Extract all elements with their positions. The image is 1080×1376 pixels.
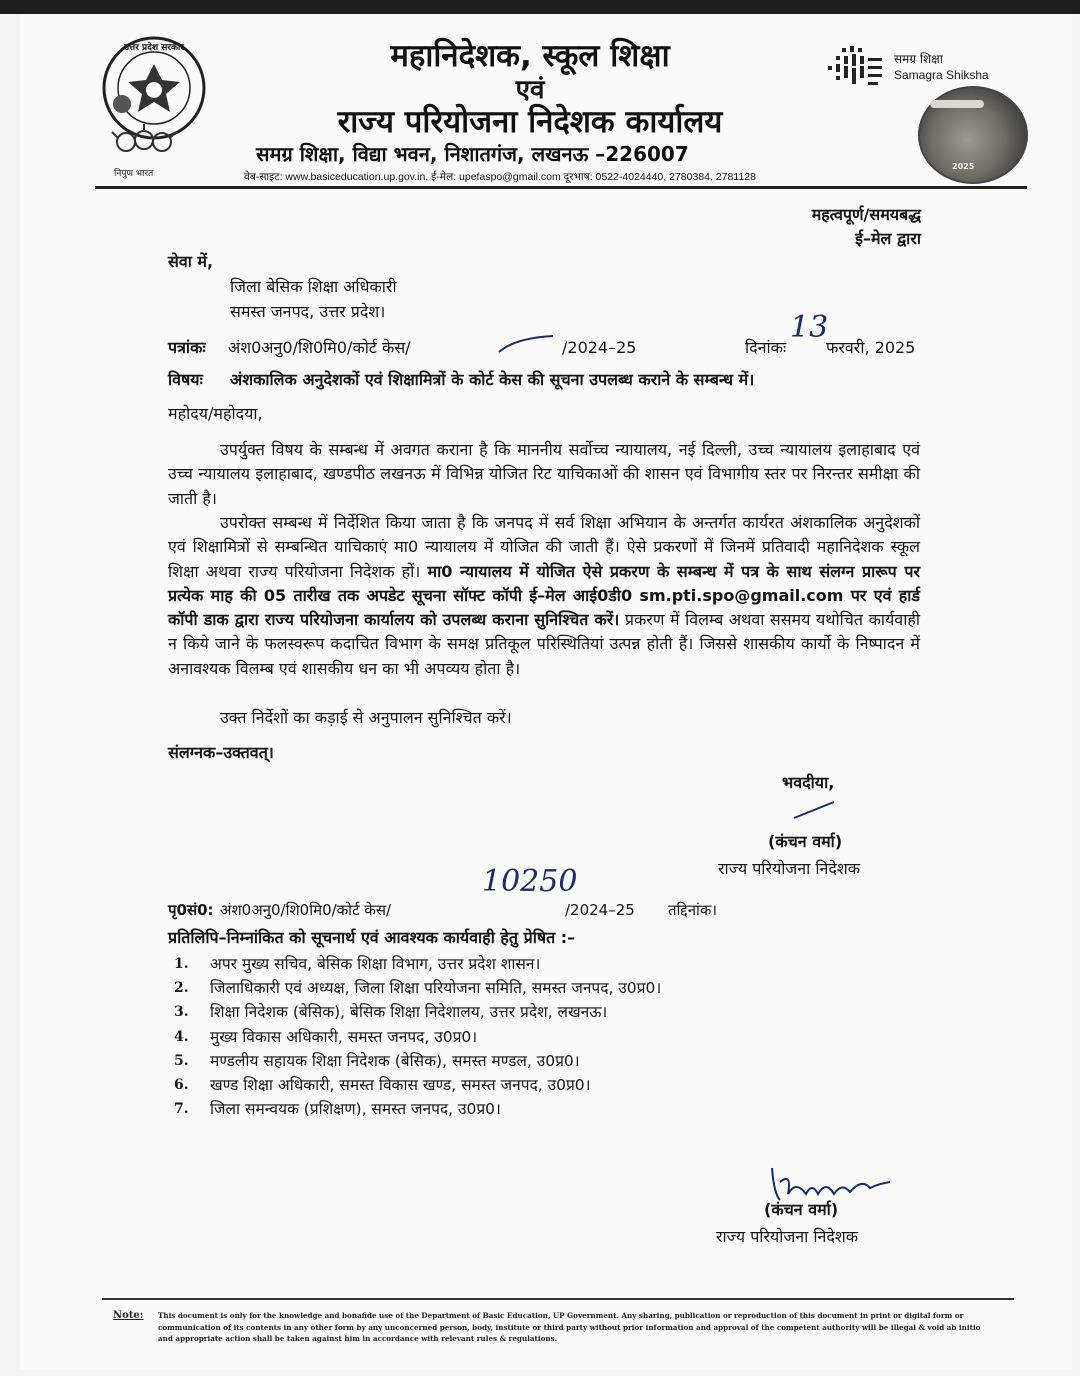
samagra-shiksha-logo-icon (822, 44, 888, 94)
endorsement-handwritten-number: 10250 (482, 864, 578, 899)
reference-label: पत्रांकः (168, 338, 206, 357)
list-item (168, 952, 661, 976)
emblem-arc-text: उत्तर प्रदेश सरकार (124, 43, 184, 53)
list-item-text: खण्ड शिक्षा अधिकारी, समस्त विकास खण्ड, समस्त जनपद, उ0प्र0। (210, 1076, 591, 1095)
header-address: समग्र शिक्षा, विद्या भवन, निशातगंज, लखनऊ –226007 (256, 142, 689, 166)
list-item-text: जिला समन्वयक (प्रशिक्षण), समस्त जनपद, उ0प्र0। (210, 1100, 501, 1119)
priority-line1: महत्वपूर्ण/समयबद्ध (811, 205, 921, 224)
body-paragraph-2-text-a: उपरोक्त सम्बन्ध में निर्देशित किया जाता है कि जनपद में सर्व शिक्षा अभियान के अन्तर्गत कार्यरत अंशकालिक अनुदेशकों एवं शिक्षामित्रों से सम्बन्धित याचिकाएं मा0 न्यायालय में योजित की जाती हैं। ऐसे प्रकरणों में जिनमें प्रतिवादी महानिदेशक स्कूल शिक्षा अथवा राज्य परियोजना निदेशक हों। (168, 513, 920, 581)
subject-label: विषयः (168, 370, 203, 389)
list-item-number: 5. (174, 1052, 189, 1069)
right-logo-banner (930, 100, 984, 108)
body-paragraph-3 (168, 706, 920, 730)
reference-date-label: दिनांकः (745, 338, 787, 357)
priority-line2: ई–मेल द्वारा (855, 229, 921, 248)
body-paragraph-3-text: उक्त निर्देशों का कड़ाई से अनुपालन सुनिश्चित करें। (220, 708, 512, 727)
top-black-bar (0, 0, 1080, 14)
endorsement-date: तद्दिनांक। (668, 901, 718, 919)
attachment-note: संलग्नक–उक्तवत्। (168, 743, 274, 762)
samagra-english: Samagra Shiksha (894, 68, 989, 82)
list-item-number: 6. (174, 1077, 189, 1094)
header-contact: वेब-साइट: www.basiceducation.up.gov.in, ई-मेल: upefaspo@gmail.com दूरभाष: 0522-4024440, 2780384, 2781128 (244, 171, 756, 183)
footer-divider (102, 1298, 1014, 1300)
recipient-greeting: सेवा में, (168, 252, 214, 271)
footer-note (113, 1310, 993, 1345)
reference-date-handwritten: 13 (790, 310, 829, 345)
body-paragraph-2-text-b: प्रकरण में विलम्ब अथवा ससमय यथोचित कार्यवाही न किये जाने के फलस्वरूप कदाचित विभाग के समक्ष प्रतिकूल परिस्थितियां उत्पन्न होती हैं। जिससे शासकीय कार्यो के निष्पादन में अनावश्यक विलम्ब एवं शासकीय धन का भी अपव्यय होता है। (168, 610, 920, 678)
body-paragraph-2-bold: मा0 न्यायालय में योजित ऐसे प्रकरण के सम्बन्ध में पत्र के साथ संलग्न प्रारूप पर प्रत्येक माह की 05 तारीख तक अपडेट सूचना सॉफ्ट कॉपी ई–मेल आई0डी0 sm.pti.spo@gmail.com पर एवं हार्ड कॉपी डाक द्वारा राज्य परियोजना कार्यालय को उपलब्ध कराना सुनिश्चित करें। (168, 561, 921, 630)
recipient-line2: समस्त जनपद, उत्तर प्रदेश। (230, 302, 386, 321)
signatory-name-2: (कंचन वर्मा) (764, 1200, 839, 1219)
body-paragraph-1-text: उपर्युक्त विषय के सम्बन्ध में अवगत कराना है कि माननीय सर्वोच्च न्यायालय, नई दिल्ली, उच्च न्यायालय इलाहाबाद एवं उच्च न्यायालय इलाहाबाद, खण्डपीठ लखनऊ में विभिन्न योजित रिट याचिकाओं की शासन एवं विभागीय स्तर पर निरन्तर समीक्षा की जाती है। (168, 440, 920, 508)
list-item-number: 4. (174, 1028, 189, 1045)
list-item (168, 976, 661, 1000)
endorsement-label: पृ0सं0: (168, 901, 214, 919)
copy-to-heading: प्रतिलिपि–निम्नांकित को सूचनार्थ एवं आवश्यक कार्यवाही हेतु प्रेषित :– (168, 928, 576, 947)
list-item-number: 2. (174, 980, 189, 997)
reference-date-rest: फरवरी, 2025 (826, 338, 916, 357)
header-divider (95, 186, 1027, 189)
header-title-line2: एवं (515, 75, 545, 105)
copy-to-list (168, 952, 661, 1121)
header-title-line3: राज्य परियोजना निदेशक कार्यालय (337, 104, 723, 140)
reference-number: अंश0अनु0/शि0मि0/कोर्ट केस/ (228, 338, 411, 357)
handwritten-stroke-icon (495, 332, 557, 356)
list-item (168, 1097, 661, 1121)
list-item-text: मुख्य विकास अधिकारी, समस्त जनपद, उ0प्र0। (210, 1027, 478, 1046)
body-paragraph-1 (168, 438, 920, 511)
signatory-designation-1: राज्य परियोजना निदेशक (718, 859, 861, 878)
footer-note-label: Note: (113, 1310, 144, 1321)
salutation: महोदय/महोदया, (168, 404, 263, 423)
list-item (168, 1025, 661, 1049)
header-title-line1: महानिदेशक, स्कूल शिक्षा (390, 38, 670, 74)
list-item-number: 1. (174, 956, 189, 972)
list-item (168, 1000, 661, 1024)
subject-text: अंशकालिक अनुदेशकों एवं शिक्षामित्रों के कोर्ट केस की सूचना उपलब्ध कराने के सम्बन्ध में। (230, 370, 755, 389)
recipient-line1: जिला बेसिक शिक्षा अधिकारी (230, 277, 397, 296)
signatory-designation-2: राज्य परियोजना निदेशक (716, 1227, 859, 1246)
right-logo-year: 2025 (952, 162, 975, 171)
endorsement-number: अंश0अनु0/शि0मि0/कोर्ट केस/ (220, 901, 392, 919)
initial-signature-icon (790, 798, 840, 822)
nipun-bharat-logo-icon (104, 124, 184, 164)
signatory-name-1: (कंचन वर्मा) (768, 832, 843, 851)
footer-note-text: This document is only for the knowledge and bonafide use of the Department of Basic Education, UP Government. Any sharing, publication or reproduction of this document in print or digital form or communication of its contents in any other form by any unconcerned person, body, institute or third party without prior information and approval of the competent authority will be illegal & void ab initio and appropriate action shall be taken against him in accordance with relevant rules & regulations. (158, 1311, 981, 1343)
nipun-label: निपुण भारत (114, 169, 154, 179)
list-item (168, 1073, 661, 1097)
samagra-hindi: समग्र शिक्षा (894, 52, 943, 66)
reference-year: /2024–25 (562, 338, 637, 357)
list-item-text: शिक्षा निदेशक (बेसिक), बेसिक शिक्षा निदेशालय, उत्तर प्रदेश, लखनऊ। (210, 1003, 608, 1022)
closing-text: भवदीया, (782, 773, 835, 792)
list-item-text: जिलाधिकारी एवं अध्यक्ष, जिला शिक्षा परियोजना समिति, समस्त जनपद, उ0प्र0। (210, 979, 662, 998)
list-item-number: 7. (174, 1101, 189, 1118)
endorsement-year: /2024–25 (565, 901, 635, 919)
list-item (168, 1049, 661, 1073)
list-item-text: अपर मुख्य सचिव, बेसिक शिक्षा विभाग, उत्तर प्रदेश शासन। (210, 955, 541, 973)
body-paragraph-2 (168, 511, 920, 681)
list-item-text: मण्डलीय सहायक शिक्षा निदेशक (बेसिक), समस्त मण्डल, उ0प्र0। (210, 1051, 580, 1070)
list-item-number: 3. (174, 1004, 189, 1021)
